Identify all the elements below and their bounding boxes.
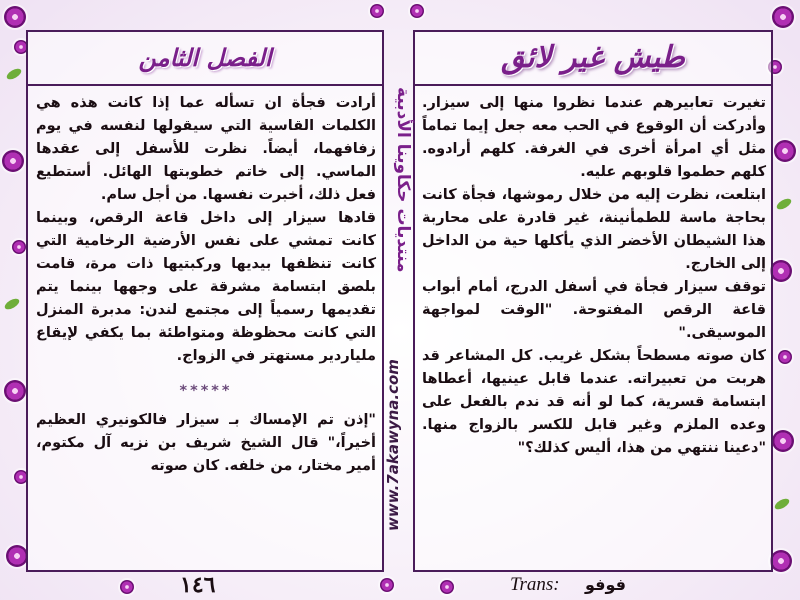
page-number: ١٤٦ [180, 572, 216, 598]
leaf-icon [775, 197, 793, 212]
paragraph: ابتلعت، نظرت إليه من خلال رموشها، فجأة كانت بحاجة ماسة للطمأنينة، غير قادرة على محاربة هذا الشيطان الأخضر الذي يأكلها حية من الداخل إلى الخارج. [422, 187, 766, 272]
right-page-text [422, 92, 766, 460]
flower-icon [440, 580, 454, 594]
flower-icon [772, 430, 794, 452]
flower-icon [4, 6, 26, 28]
flower-icon [370, 4, 384, 18]
flower-icon [770, 550, 792, 572]
forum-name: منتديات حكاوينا الأدبية [393, 87, 413, 273]
trans-label: Trans: [510, 574, 560, 595]
title-divider [413, 84, 773, 86]
section-separator: ***** [179, 383, 233, 399]
flower-icon [778, 350, 792, 364]
flower-icon [410, 4, 424, 18]
chapter-title: الفصل الثامن [138, 43, 272, 72]
title-divider [26, 84, 384, 86]
flower-icon [6, 545, 28, 567]
flower-icon [380, 578, 394, 592]
flower-icon [4, 380, 26, 402]
paragraph: كان صوته مسطحاً بشكل غريب. كل المشاعر قد هربت من تعبيراته. عندما قابل عينيها، أعطاها ابتسامة قسرية، كما لو أنه قد ندم بالفعل على وعده الملزم وغير قابل للكسر بالزواج منها. "دعينا ننتهي من هذا، أليس كذلك؟" [422, 348, 766, 456]
paragraph: تغيرت تعابيرهم عندما نظروا منها إلى سيزار. وأدركت أن الوقوع في الحب معه جعل إيما تماماً مثل أي امرأة أخرى في الغرفة. كلهم أرادوه. كلهم حطموا قلوبهم عليه. [422, 95, 766, 180]
flower-icon [770, 260, 792, 282]
story-title: طيش غير لائق [501, 40, 685, 75]
flower-icon [772, 6, 794, 28]
translator-name: فوفو [585, 575, 627, 594]
leaf-icon [3, 297, 21, 312]
forum-url-link[interactable]: www.7akawyna.com [384, 359, 402, 531]
paragraph: قادها سيزار إلى داخل قاعة الرقص، وبينما كانت تمشي على نفس الأرضية الرخامية التي كانت تنظفها بيديها وركبتيها ذات مرة، قامت بلصق ابتسامة مشرقة على وجهها بينما يتم تقديمها رسمياً إلى مجتمع لندن: مدبرة المنزل التي كانت محظوظة ومتواطئة بما يكفي لإيقاع ملياردير مستهتر في الزواج. [36, 210, 376, 364]
flower-icon [774, 140, 796, 162]
left-page-text [36, 92, 376, 478]
paragraph: "إذن تم الإمساك بـ سيزار فالكونيري العظيم أخيراً،" قال الشيخ شريف بن نزيه آل مكتوم، أمير مختار، من خلفه. كان صوته [36, 412, 376, 474]
flower-icon [12, 240, 26, 254]
paragraph: أرادت فجأة ان تسأله عما إذا كانت هذه هي الكلمات القاسية التي سيقولها لنفسه في يوم زفافهما، أيضاً. نظرت للأسفل إلى عقدها الماسي. إلى خاتم خطوبتها الهائل. أستطيع فعل ذلك، أخبرت نفسها. من أجل سام. [36, 95, 376, 203]
leaf-icon [773, 497, 791, 512]
flower-icon [120, 580, 134, 594]
leaf-icon [5, 67, 23, 82]
flower-icon [2, 150, 24, 172]
paragraph: توقف سيزار فجأة في أسفل الدرج، أمام أبواب قاعة الرقص المفتوحة. "الوقت لمواجهة الموسيقى." [422, 279, 766, 341]
